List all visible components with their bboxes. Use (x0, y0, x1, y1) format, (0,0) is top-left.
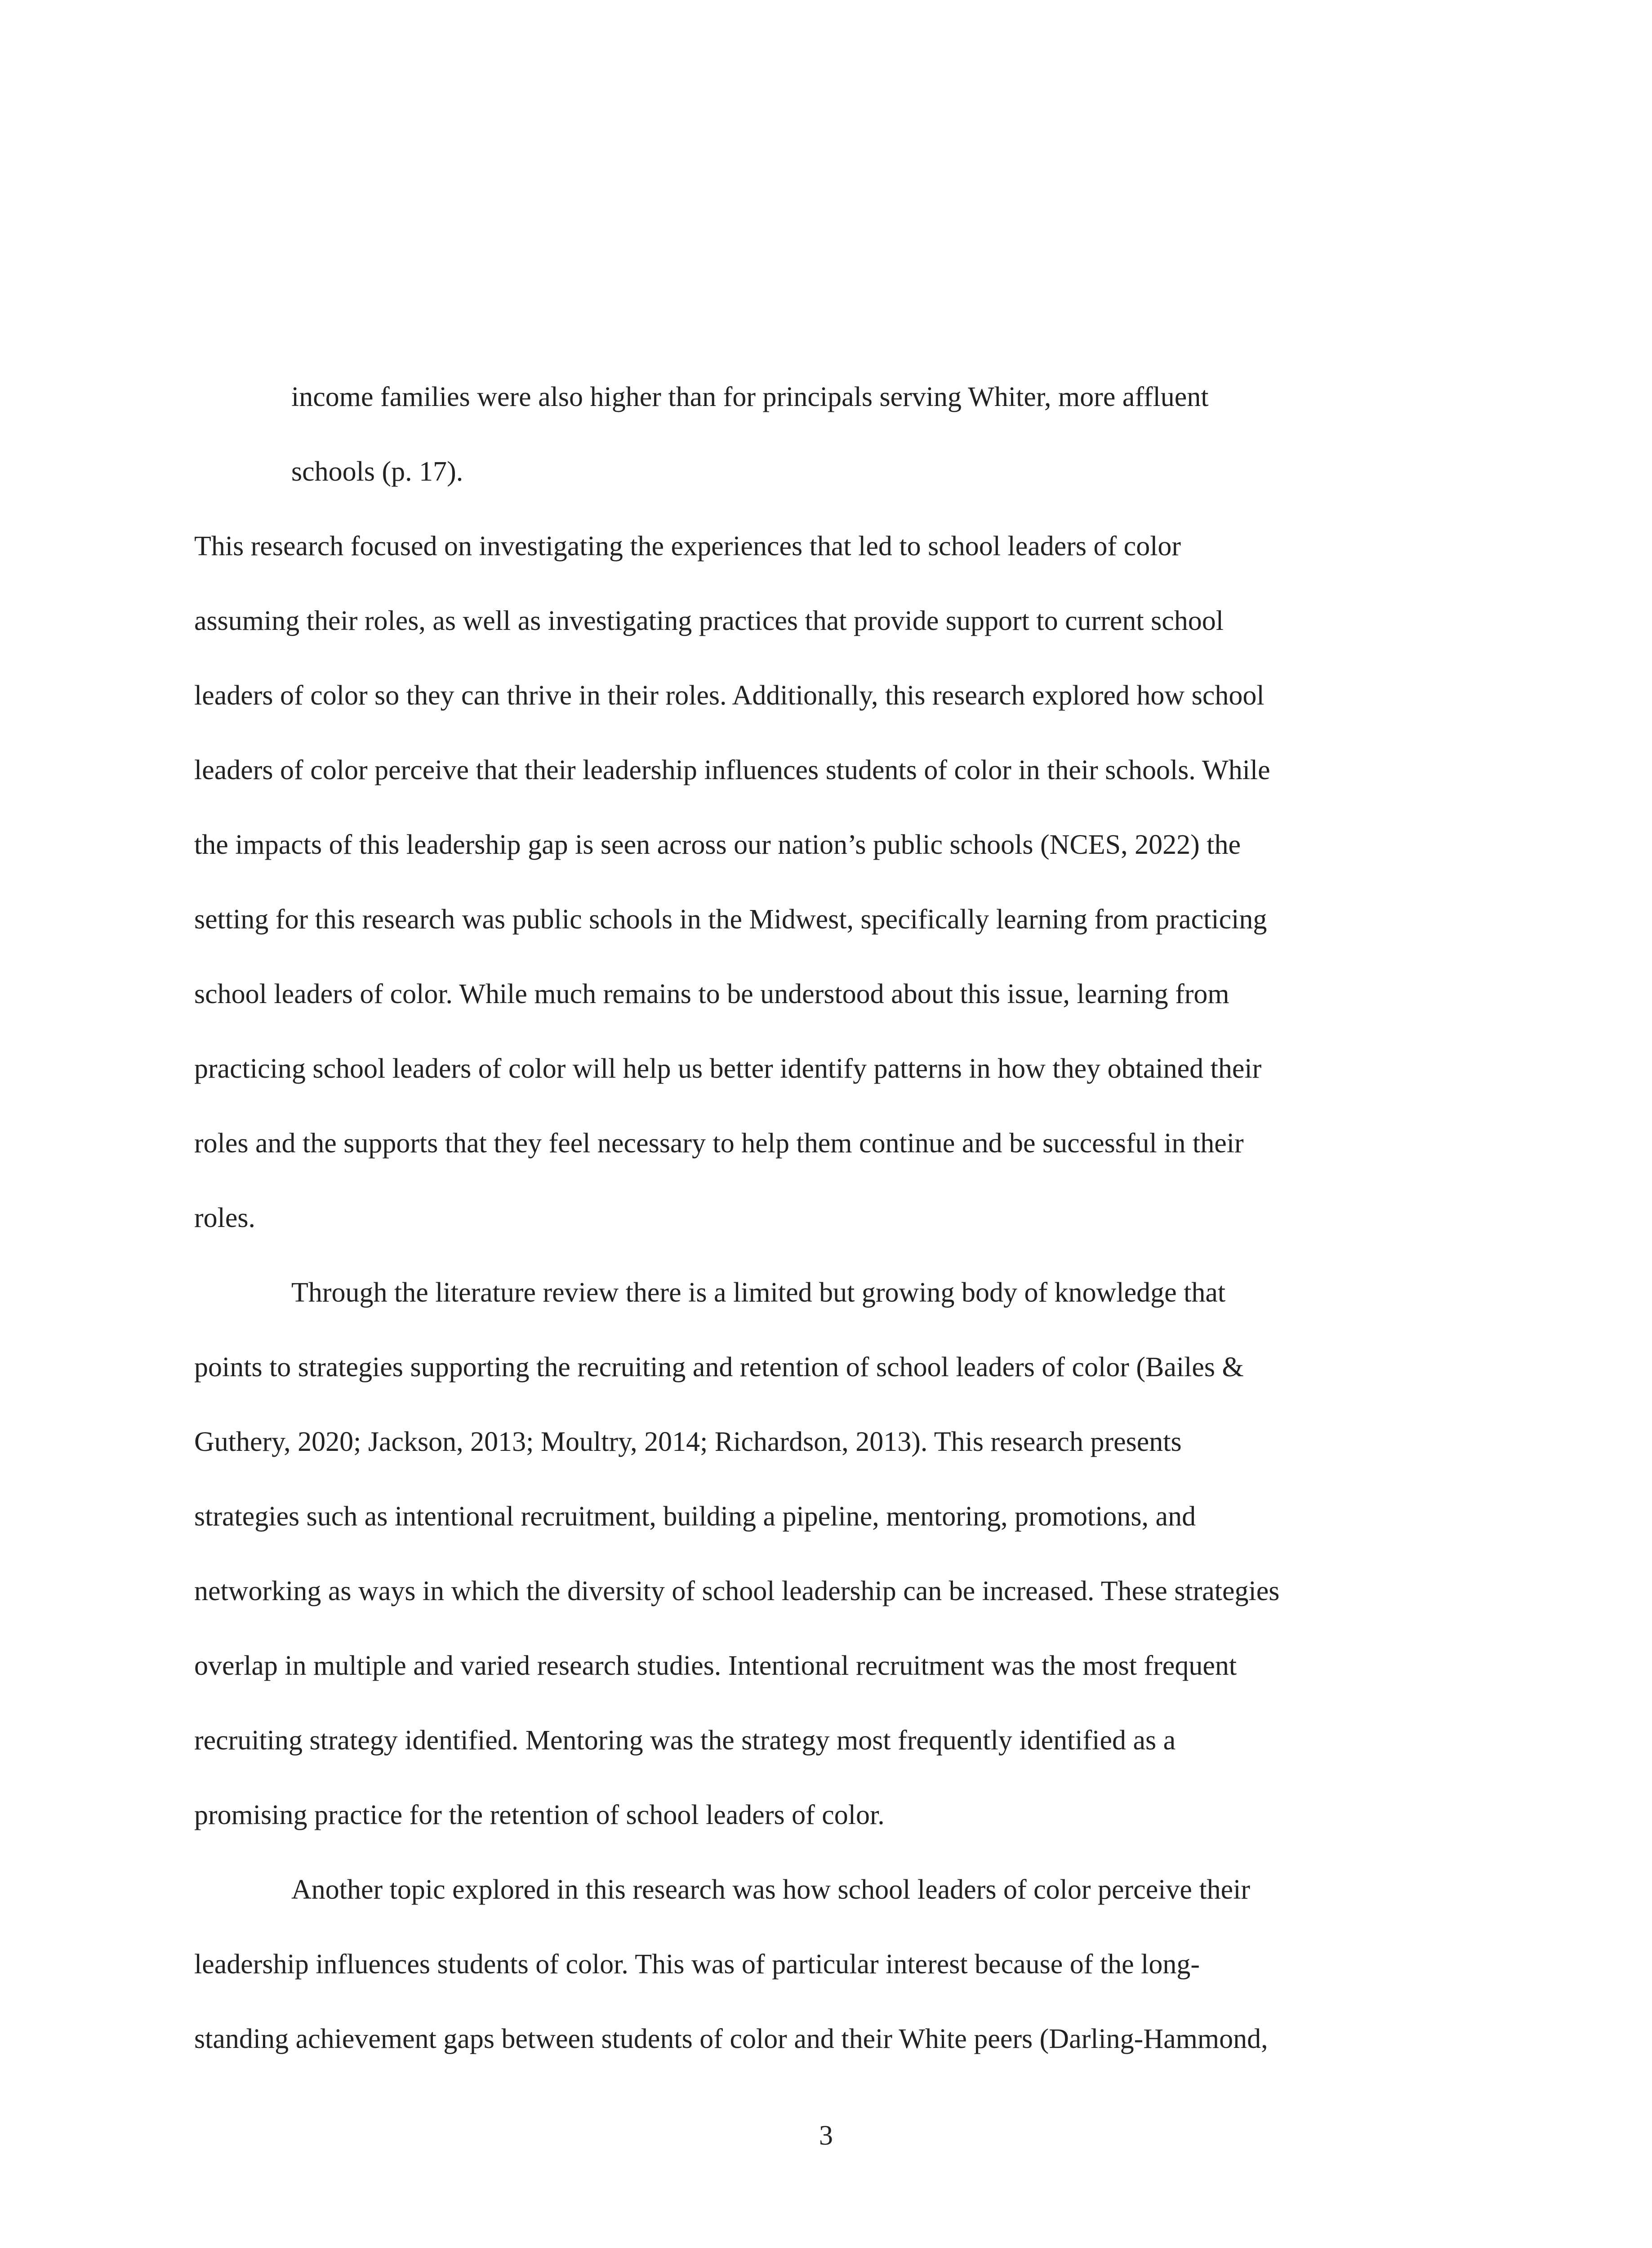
text-line: points to strategies supporting the recruiting and retention of school leaders of color (Bailes & (194, 1352, 1244, 1383)
text-line: networking as ways in which the diversity of school leadership can be increased. These strategies (194, 1576, 1280, 1606)
text-line: Through the literature review there is a limited but growing body of knowledge that (291, 1277, 1226, 1308)
page-number: 3 (819, 2120, 833, 2151)
text-line: income families were also higher than for principals serving Whiter, more affluent (291, 382, 1209, 412)
text-line: leaders of color perceive that their leadership influences students of color in their schools. While (194, 755, 1270, 785)
text-line: leadership influences students of color. This was of particular interest because of the long- (194, 1949, 1200, 1980)
text-line: standing achievement gaps between students of color and their White peers (Darling-Hammond, (194, 2024, 1268, 2054)
text-line: roles. (194, 1203, 256, 1233)
block-quote-continuation (194, 360, 1457, 509)
text-line: setting for this research was public schools in the Midwest, specifically learning from practicing (194, 904, 1267, 935)
text-line: the impacts of this leadership gap is seen across our nation’s public schools (NCES, 2022) the (194, 830, 1241, 860)
text-line: overlap in multiple and varied research studies. Intentional recruitment was the most frequent (194, 1650, 1237, 1681)
text-line: recruiting strategy identified. Mentoring was the strategy most frequently identified as a (194, 1725, 1176, 1756)
text-line: school leaders of color. While much remains to be understood about this issue, learning from (194, 979, 1229, 1009)
text-line: leaders of color so they can thrive in their roles. Additionally, this research explored how school (194, 680, 1265, 711)
text-line: schools (p. 17). (291, 456, 463, 487)
paragraph-literature-review (194, 1255, 1457, 1852)
text-line: assuming their roles, as well as investigating practices that provide support to current school (194, 606, 1224, 636)
text-line: Another topic explored in this research was how school leaders of color perceive their (291, 1874, 1251, 1905)
paragraph-research-focus (194, 509, 1457, 1255)
text-line: practicing school leaders of color will help us better identify patterns in how they obtained their (194, 1053, 1262, 1084)
text-line: promising practice for the retention of school leaders of color. (194, 1800, 885, 1830)
text-line: Guthery, 2020; Jackson, 2013; Moultry, 2014; Richardson, 2013). This research presents (194, 1427, 1182, 1457)
text-line: roles and the supports that they feel necessary to help them continue and be successful in their (194, 1128, 1244, 1159)
text-line: This research focused on investigating the experiences that led to school leaders of color (194, 531, 1181, 562)
body-text (194, 360, 1457, 2076)
text-line: strategies such as intentional recruitment, building a pipeline, mentoring, promotions, and (194, 1501, 1196, 1532)
paragraph-leadership-influence (194, 1852, 1457, 2076)
